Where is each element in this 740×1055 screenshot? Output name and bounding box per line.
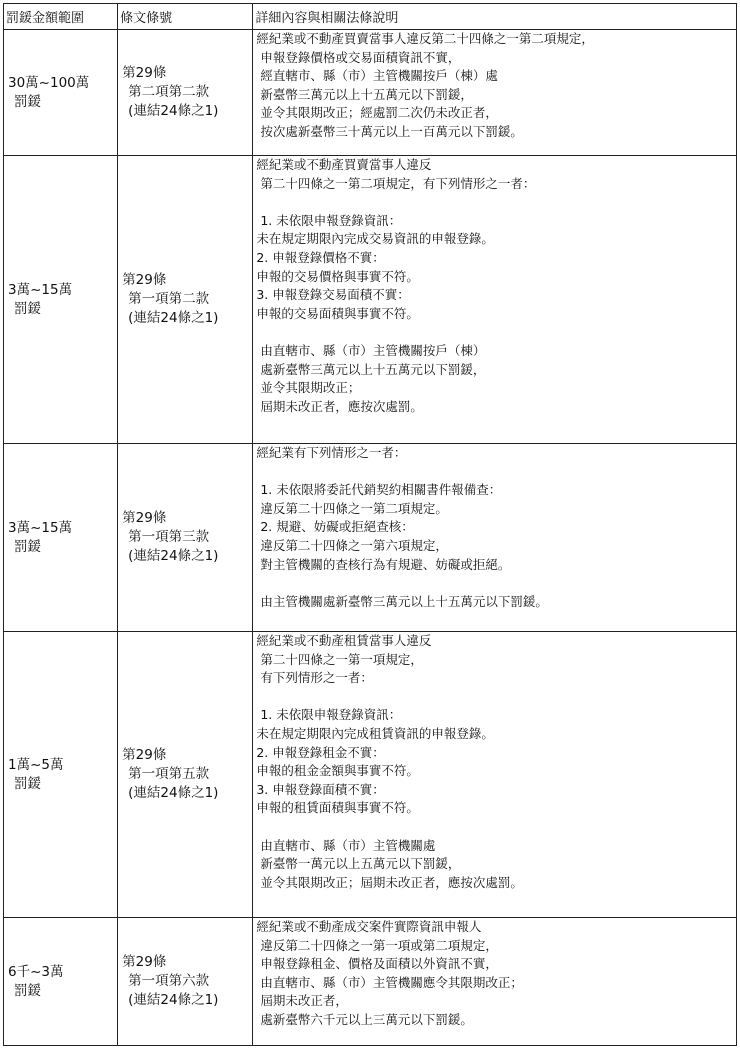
detail-line: 按次處新臺幣三十萬元以上一百萬元以下罰鍰。 (260, 123, 523, 139)
header-article-number: 條文條號 (118, 4, 253, 30)
article-cell (118, 918, 253, 1046)
detail-line (256, 463, 736, 482)
detail-line: 處新臺幣三萬元以上十五萬元以下罰鍰， (260, 361, 486, 377)
table-row (4, 444, 737, 632)
detail-line (256, 818, 736, 837)
detail-cell (253, 30, 737, 156)
fine-label: 罰鍰 (14, 538, 41, 555)
detail-line: 由直轄市、縣（市）主管機關按戶（棟） (260, 342, 486, 358)
detail-line: 經紀業或不動產買賣當事人違反第二十四條之一第二項規定， (256, 31, 594, 46)
fine-amount-cell (4, 632, 118, 918)
detail-line: 新臺幣一萬元以上五萬元以下罰鍰， (260, 856, 461, 872)
article-link[interactable]: (連結24條之1) (128, 992, 219, 1008)
article-cell (118, 30, 253, 156)
article-clause: 第一項第五款 (128, 766, 210, 782)
detail-line: 經紀業或不動產成交案件實際資訊申報人 (256, 919, 482, 934)
detail-line: 申報的交易價格與事實不符。 (256, 268, 419, 284)
detail-line: 處新臺幣六千元以上三萬元以下罰鍰。 (260, 1011, 473, 1027)
detail-line: 由主管機關處新臺幣三萬元以上十五萬元以下罰鍰。 (260, 593, 548, 609)
detail-line: 由直轄市、縣（市）主管機關應令其限期改正； (260, 974, 523, 990)
detail-line: 申報的租賃面積與事實不符。 (256, 800, 419, 816)
article-number: 第29條 (122, 510, 167, 526)
fine-amount-cell (4, 444, 118, 632)
table-body (4, 30, 737, 1046)
detail-line: 3. 申報登錄面積不實： (256, 781, 385, 797)
detail-line: 第二十四條之一第二項規定，有下列情形之一者： (260, 175, 536, 191)
article-number: 第29條 (122, 954, 167, 970)
detail-line: 申報登錄價格或交易面積資訊不實， (260, 49, 461, 65)
article-number: 第29條 (122, 65, 167, 81)
article-clause: 第一項第三款 (128, 529, 210, 545)
article-number: 第29條 (122, 272, 167, 288)
detail-line: 第二十四條之一第一項規定， (260, 651, 423, 667)
detail-line: 並令其限期改正； (260, 380, 361, 396)
detail-line: 屆期未改正者， (260, 993, 348, 1009)
fine-range: 3萬~15萬 (8, 281, 73, 298)
detail-cell (253, 632, 737, 918)
fine-range: 1萬~5萬 (8, 756, 64, 773)
table-row (4, 156, 737, 444)
fine-range: 3萬~15萬 (8, 519, 73, 536)
detail-line (256, 574, 736, 593)
fine-label: 罰鍰 (14, 93, 41, 110)
detail-line: 1. 未依限申報登錄資訊： (260, 707, 402, 723)
detail-line: 2. 申報登錄租金不實： (256, 744, 385, 760)
article-number: 第29條 (122, 747, 167, 763)
fine-amount-cell (4, 918, 118, 1046)
detail-line: 違反第二十四條之一第一項或第二項規定， (260, 937, 498, 953)
detail-line: 屆期未改正者，應按次處罰。 (260, 398, 423, 414)
penalty-table (3, 3, 737, 1046)
detail-line: 2. 申報登錄價格不實： (256, 249, 385, 265)
article-link[interactable]: (連結24條之1) (128, 310, 219, 326)
detail-line: 對主管機關的查核行為有規避、妨礙或拒絕。 (260, 556, 511, 572)
detail-line: 經紀業或不動產買賣當事人違反 (256, 157, 432, 172)
header-row (4, 4, 737, 30)
fine-amount-cell (4, 156, 118, 444)
table-row (4, 30, 737, 156)
detail-line: 經紀業有下列情形之一者： (256, 445, 407, 460)
detail-line: 由直轄市、縣（市）主管機關處 (260, 837, 436, 853)
header-amount-range: 罰鍰金額範圍 (4, 4, 118, 30)
header-details: 詳細內容與相關法條說明 (253, 4, 737, 30)
fine-label: 罰鍰 (14, 300, 41, 317)
article-clause: 第二項第二款 (128, 84, 210, 100)
fine-range: 6千~3萬 (8, 963, 64, 980)
detail-line: 違反第二十四條之一第六項規定， (260, 537, 448, 553)
fine-label: 罰鍰 (14, 982, 41, 999)
detail-line: 未在規定期限內完成交易資訊的申報登錄。 (256, 231, 494, 247)
detail-cell (253, 444, 737, 632)
article-link[interactable]: (連結24條之1) (128, 548, 219, 564)
article-link[interactable]: (連結24條之1) (128, 103, 219, 119)
detail-line: 申報的租金金額與事實不符。 (256, 763, 419, 779)
detail-line (256, 323, 736, 342)
detail-line: 3. 申報登錄交易面積不實： (256, 287, 410, 303)
detail-cell (253, 918, 737, 1046)
article-clause: 第一項第六款 (128, 973, 210, 989)
table-row (4, 918, 737, 1046)
fine-label: 罰鍰 (14, 775, 41, 792)
detail-line: 經紀業或不動產租賃當事人違反 (256, 633, 432, 648)
fine-amount-cell (4, 30, 118, 156)
detail-line: 申報的交易面積與事實不符。 (256, 305, 419, 321)
article-cell (118, 156, 253, 444)
fine-range: 30萬~100萬 (8, 74, 90, 91)
detail-cell (253, 156, 737, 444)
detail-line: 違反第二十四條之一第二項規定。 (260, 500, 448, 516)
detail-line: 並令其限期改正；經處罰二次仍未改正者， (260, 105, 498, 121)
article-cell (118, 632, 253, 918)
table-row (4, 632, 737, 918)
detail-line: 1. 未依限申報登錄資訊： (260, 212, 402, 228)
detail-line: 申報登錄租金、價格及面積以外資訊不實， (260, 956, 498, 972)
detail-line (256, 688, 736, 707)
article-clause: 第一項第二款 (128, 291, 210, 307)
detail-line: 有下列情形之一者： (260, 670, 373, 686)
detail-line: 未在規定期限內完成租賃資訊的申報登錄。 (256, 725, 494, 741)
detail-line: 1. 未依限將委託代銷契約相關書件報備查： (260, 482, 502, 498)
detail-line: 新臺幣三萬元以上十五萬元以下罰鍰， (260, 86, 473, 102)
detail-line (256, 193, 736, 212)
detail-line: 並令其限期改正；屆期未改正者，應按次處罰。 (260, 874, 523, 890)
article-link[interactable]: (連結24條之1) (128, 785, 219, 801)
article-cell (118, 444, 253, 632)
detail-line: 經直轄市、縣（市）主管機關按戶（棟）處 (260, 68, 498, 84)
detail-line: 2. 規避、妨礙或拒絕查核： (260, 519, 414, 535)
